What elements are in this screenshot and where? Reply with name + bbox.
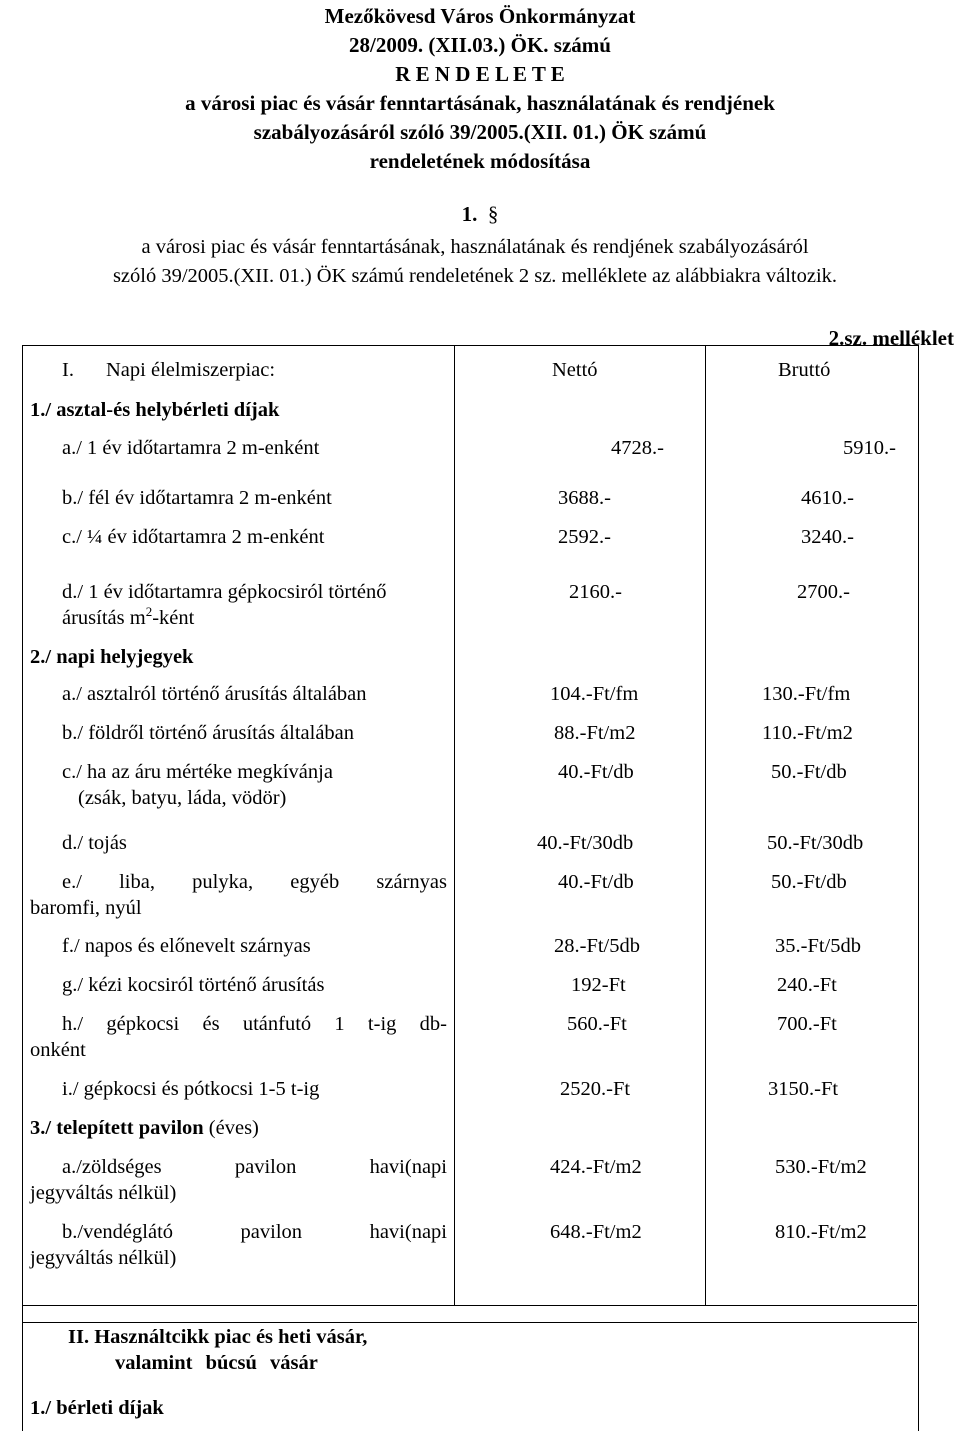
- row-2g-label: g./ kézi kocsiról történő árusítás: [62, 974, 325, 996]
- column-net-header: Nettó: [552, 359, 598, 381]
- row-2h-label-line-1: h./ gépkocsi és utánfutó 1 t-ig db-: [62, 1013, 447, 1035]
- row-1a-gross: 5910.-: [843, 437, 896, 459]
- row-2e-gross: 50.-Ft/db: [771, 871, 847, 893]
- group-3-title-rest: (éves): [203, 1117, 259, 1139]
- row-3a-label-line-2: jegyváltás nélkül): [30, 1182, 177, 1204]
- section-symbol: §: [487, 202, 499, 226]
- row-2c-label-line-1: c./ ha az áru mértéke megkívánja: [62, 761, 333, 783]
- row-2f-net: 28.-Ft/5db: [554, 935, 640, 957]
- row-2e-label-line-1: e./ liba, pulyka, egyéb szárnyas: [62, 871, 447, 893]
- row-2c-label-line-2: (zsák, batyu, láda, vödör): [78, 787, 287, 809]
- row-2c-net: 40.-Ft/db: [558, 761, 634, 783]
- row-2b-label: b./ földről történő árusítás általában: [62, 722, 355, 744]
- header-line-3: R E N D E L E T E: [395, 62, 565, 86]
- row-2a-label: a./ asztalról történő árusítás általában: [62, 683, 367, 705]
- row-2a-net: 104.-Ft/fm: [550, 683, 639, 705]
- header-line-6: rendeletének módosítása: [369, 149, 591, 173]
- group-2-title: 2./ napi helyjegyek: [30, 646, 194, 668]
- table-row-separator-1: [22, 1305, 917, 1306]
- section-text-line-1: a városi piac és vásár fenntartásának, használatának és rendjének szabályozásáról: [141, 236, 809, 258]
- row-2c-gross: 50.-Ft/db: [771, 761, 847, 783]
- row-3a-net: 424.-Ft/m2: [550, 1156, 642, 1178]
- annex-label: 2.sz. melléklet: [828, 326, 954, 350]
- row-2a-gross: 130.-Ft/fm: [762, 683, 851, 705]
- row-3b-net: 648.-Ft/m2: [550, 1221, 642, 1243]
- header-line-2: 28/2009. (XII.03.) ÖK. számú: [349, 33, 611, 57]
- row-2f-gross: 35.-Ft/5db: [775, 935, 861, 957]
- row-1c-net: 2592.-: [558, 526, 611, 548]
- row-1d-label-superscript: 2: [145, 604, 153, 620]
- row-2i-label: i./ gépkocsi és pótkocsi 1-5 t-ig: [62, 1078, 320, 1100]
- row-1d-gross: 2700.-: [797, 581, 850, 603]
- row-3b-label-line-1: b./vendéglátó pavilon havi(napi: [62, 1221, 447, 1243]
- header-line-4: a városi piac és vásár fenntartásának, használatának és rendjének: [185, 91, 775, 115]
- row-3b-gross: 810.-Ft/m2: [775, 1221, 867, 1243]
- section-II-title-line-2: valamint búcsú vásár: [115, 1352, 318, 1374]
- row-2d-net: 40.-Ft/30db: [537, 832, 634, 854]
- row-1d-label-part-b: -ként: [152, 607, 195, 629]
- section-text-line-2: szóló 39/2005.(XII. 01.) ÖK számú rendeletének 2 sz. melléklete az alábbiakra változik.: [112, 265, 838, 287]
- row-2g-net: 192-Ft: [571, 974, 626, 996]
- row-1d-label-line-1: d./ 1 év időtartamra gépkocsiról történő: [62, 581, 387, 603]
- section-I-number: I.: [62, 359, 74, 381]
- row-2e-net: 40.-Ft/db: [558, 871, 634, 893]
- group-II-1-title: 1./ bérleti díjak: [30, 1397, 164, 1419]
- row-3a-gross: 530.-Ft/m2: [775, 1156, 867, 1178]
- table-divider-right: [705, 345, 706, 1305]
- table-divider-left: [454, 345, 455, 1305]
- row-2h-net: 560.-Ft: [567, 1013, 627, 1035]
- row-2b-gross: 110.-Ft/m2: [762, 722, 853, 744]
- row-1b-gross: 4610.-: [801, 487, 854, 509]
- group-3-title: [30, 1115, 259, 1141]
- row-2g-gross: 240.-Ft: [777, 974, 837, 996]
- row-2b-net: 88.-Ft/m2: [554, 722, 636, 744]
- group-1-title: 1./ asztal-és helybérleti díjak: [30, 399, 280, 421]
- row-2i-net: 2520.-Ft: [560, 1078, 631, 1100]
- row-1d-label-part-a: árusítás m: [62, 607, 146, 629]
- row-1d-label-line-2: [62, 605, 194, 631]
- table-row-separator-2: [22, 1322, 917, 1323]
- row-1b-net: 3688.-: [558, 487, 611, 509]
- row-1d-net: 2160.-: [569, 581, 622, 603]
- column-gross-header: Bruttó: [778, 359, 831, 381]
- row-2i-gross: 3150.-Ft: [768, 1078, 839, 1100]
- row-2h-label-line-2: onként: [30, 1039, 86, 1061]
- row-2d-label: d./ tojás: [62, 832, 127, 854]
- row-2h-gross: 700.-Ft: [777, 1013, 837, 1035]
- row-1a-net: 4728.-: [611, 437, 664, 459]
- section-number: [0, 202, 960, 227]
- section-I-title: Napi élelmiszerpiac:: [106, 359, 276, 381]
- header-line-1: Mezőkövesd Város Önkormányzat: [324, 4, 636, 28]
- row-3a-label-line-1: a./zöldséges pavilon havi(napi: [62, 1156, 447, 1178]
- row-1b-label: b./ fél év időtartamra 2 m-enként: [62, 487, 332, 509]
- section-II-title-line-1: II. Használtcikk piac és heti vásár,: [68, 1326, 368, 1348]
- group-3-title-bold: 3./ telepített pavilon: [30, 1117, 204, 1139]
- header-line-5: szabályozásáról szóló 39/2005.(XII. 01.) ÖK számú: [253, 120, 707, 144]
- row-1a-label: a./ 1 év időtartamra 2 m-enként: [62, 437, 320, 459]
- row-2e-label-line-2: baromfi, nyúl: [30, 897, 142, 919]
- row-3b-label-line-2: jegyváltás nélkül): [30, 1247, 177, 1269]
- section-number-text: 1.: [461, 202, 478, 226]
- row-1c-label: c./ ¼ év időtartamra 2 m-enként: [62, 526, 325, 548]
- row-1c-gross: 3240.-: [801, 526, 854, 548]
- row-2f-label: f./ napos és előnevelt szárnyas: [62, 935, 311, 957]
- row-2d-gross: 50.-Ft/30db: [767, 832, 864, 854]
